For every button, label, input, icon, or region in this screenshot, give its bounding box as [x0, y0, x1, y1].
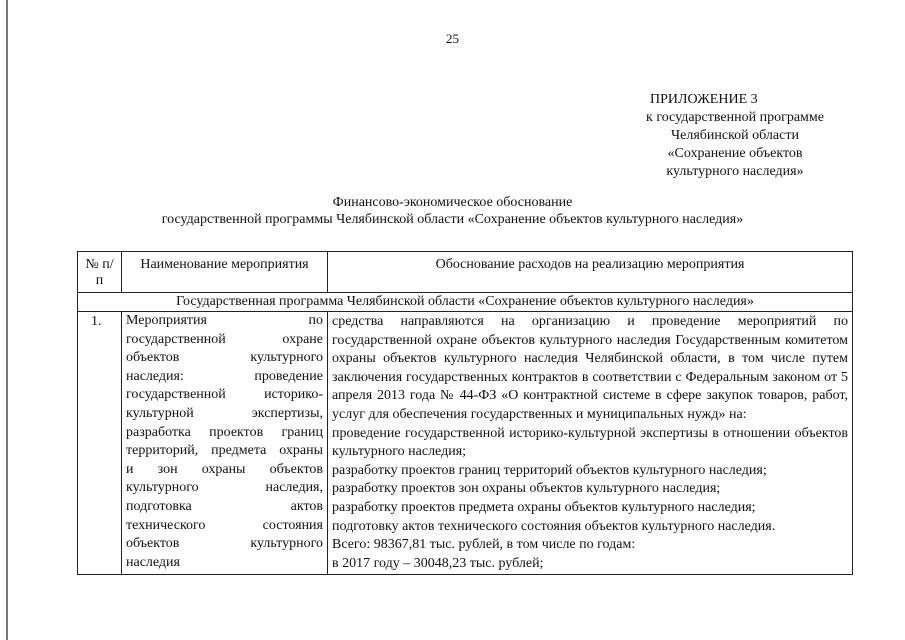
appendix-block	[600, 91, 870, 181]
financial-justification-table	[77, 251, 853, 575]
page-edge-line	[6, 0, 8, 640]
row-name	[122, 312, 328, 575]
header-num: № п/п	[78, 252, 122, 293]
name-line: объектов культурного	[126, 350, 323, 366]
name-line: государственной охране	[126, 331, 323, 347]
appendix-line: культурного наследия»	[666, 164, 804, 179]
basis-paragraph: подготовку актов технического состояния объектов культурного наследия.	[332, 518, 776, 534]
basis-paragraph: проведение государственной историко-культурной экспертизы в отношении объектов культурного наследия;	[332, 425, 848, 460]
basis-paragraph: средства направляются на организацию и проведение мероприятий по государственной охране объектов культурного наследия Государственным комитетом охраны объектов культурного наследия Челябинской области, в том числе путем заключения государственных контрактов в соответствии с Федеральным законом от 5 апреля 2013 года № 44-ФЗ «О контрактной системе в сфере закупок товаров, работ, услуг для обеспечения государственных и муниципальных нужд» на:	[332, 314, 848, 422]
basis-total: Всего: 98367,81 тыс. рублей, в том числе по годам:	[332, 537, 636, 553]
basis-paragraph: разработку проектов предмета охраны объектов культурного наследия;	[332, 499, 756, 515]
basis-paragraph: разработку проектов зон охраны объектов культурного наследия;	[332, 481, 721, 497]
name-line: и зон охраны объектов	[126, 461, 323, 477]
name-line: технического состояния	[126, 517, 323, 533]
row-basis	[328, 312, 853, 575]
appendix-line: к государственной программе	[646, 110, 824, 125]
name-line: наследия	[126, 554, 180, 570]
header-name: Наименование мероприятия	[122, 252, 328, 293]
table-row	[78, 312, 853, 575]
name-line: наследия: проведение	[126, 368, 323, 384]
page-number: 25	[446, 31, 459, 46]
appendix-title: ПРИЛОЖЕНИЕ 3	[650, 92, 758, 107]
appendix-line: Челябинской области	[671, 128, 799, 143]
name-line: разработка проектов границ	[126, 424, 323, 440]
name-line: объектов культурного	[126, 536, 323, 552]
section-title: Государственная программа Челябинской области «Сохранение объектов культурного наследия»	[78, 293, 853, 312]
name-line: культурной экспертизы,	[126, 405, 323, 421]
header-basis: Обоснование расходов на реализацию мероприятия	[328, 252, 853, 293]
name-line: государственной историко-	[126, 387, 323, 403]
name-line: территорий, предмета охраны	[126, 443, 323, 459]
name-line: культурного наследия,	[126, 480, 323, 496]
appendix-line: «Сохранение объектов	[667, 146, 803, 161]
section-row	[78, 293, 853, 312]
document-title-line-1: Финансово-экономическое обоснование	[332, 195, 573, 210]
document-title-line-2: государственной программы Челябинской области «Сохранение объектов культурного наследия»	[161, 212, 744, 227]
basis-paragraph: разработку проектов границ территорий объектов культурного наследия;	[332, 462, 767, 478]
name-line: Мероприятия по	[126, 313, 323, 328]
table-header-row	[78, 252, 853, 293]
row-number: 1.	[78, 312, 122, 575]
name-line: подготовка актов	[126, 498, 323, 514]
basis-year-2017: в 2017 году – 30048,23 тыс. рублей;	[332, 555, 544, 571]
document-title	[0, 194, 905, 228]
